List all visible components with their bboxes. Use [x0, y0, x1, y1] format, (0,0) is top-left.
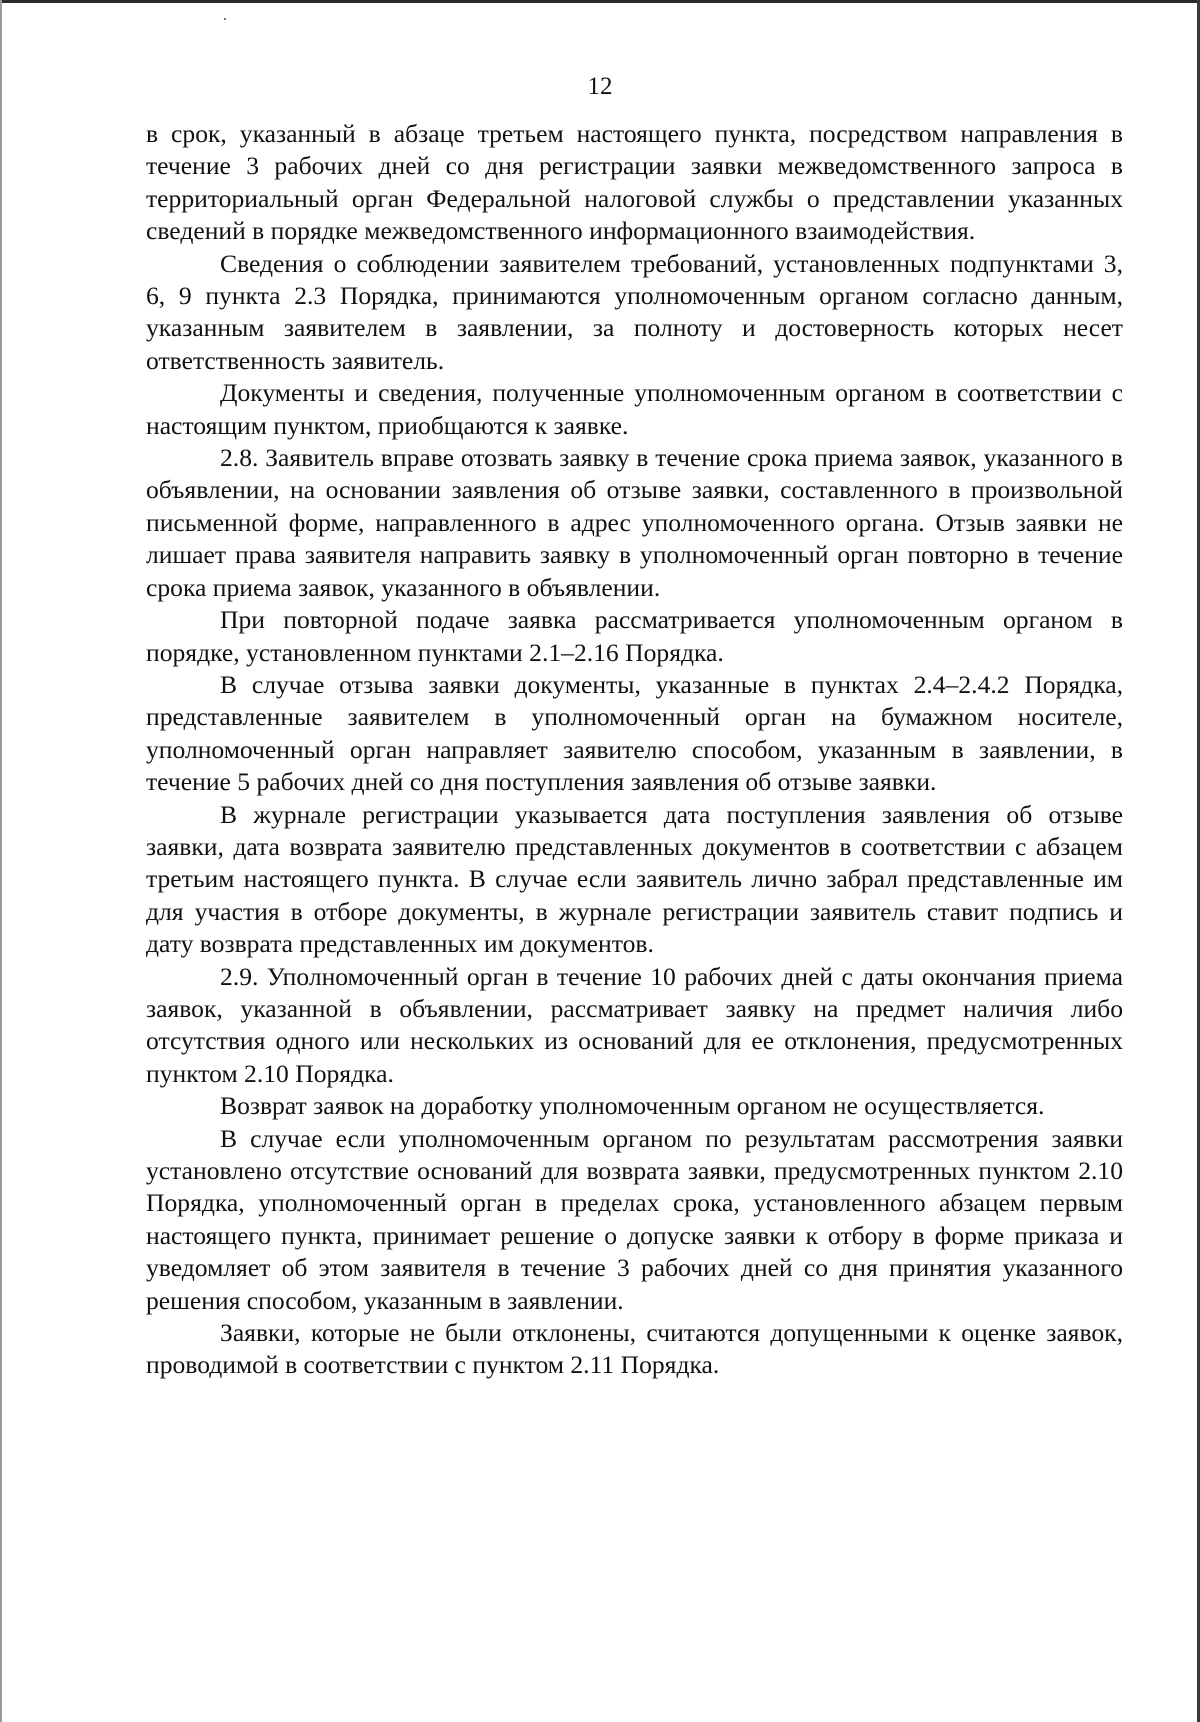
- document-body: [146, 118, 1123, 1382]
- scan-speck: [224, 18, 226, 20]
- paragraph-2: Сведения о соблюдении заявителем требований, установленных подпунктами 3, 6, 9 пункта 2.3 Порядка, принимаются уполномоченным органом согласно данным, указанным заявителем в заявлении, за полноту и достоверность которых несет ответственность заявитель.: [146, 248, 1123, 375]
- paragraph-9: Возврат заявок на доработку уполномоченным органом не осуществляется.: [220, 1091, 1045, 1121]
- paragraph-10: В случае если уполномоченным органом по результатам рассмотрения заявки установлено отсутствие оснований для возврата заявки, предусмотренных пунктом 2.10 Порядка, уполномоченный орган в пределах срока, установленного абзацем первым настоящего пункта, принимает решение о допуске заявки к отбору в форме приказа и уведомляет об этом заявителя в течение 3 рабочих дней со дня принятия указанного решения способом, указанным в заявлении.: [146, 1123, 1123, 1315]
- scan-edge-left: [0, 0, 2, 1722]
- paragraph-11: Заявки, которые не были отклонены, считаются допущенными к оценке заявок, проводимой в соответствии с пунктом 2.11 Порядка.: [146, 1318, 1123, 1380]
- scan-edge-top: [0, 0, 1200, 3]
- paragraph-8: 2.9. Уполномоченный орган в течение 10 рабочих дней с даты окончания приема заявок, указанной в объявлении, рассматривает заявку на предмет наличия либо отсутствия одного или нескольких из оснований для ее отклонения, предусмотренных пунктом 2.10 Порядка.: [146, 961, 1123, 1088]
- paragraph-1: в срок, указанный в абзаце третьем настоящего пункта, посредством направления в течение 3 рабочих дней со дня регистрации заявки межведомственного запроса в территориальный орган Федеральной налоговой службы о представлении указанных сведений в порядке межведомственного информационного взаимодействия.: [146, 119, 1123, 246]
- paragraph-7: В журнале регистрации указывается дата поступления заявления об отзыве заявки, дата возврата заявителю представленных документов в соответствии с абзацем третьим настоящего пункта. В случае если заявитель лично забрал представленные им для участия в отборе документы, в журнале регистрации заявитель ставит подпись и дату возврата представленных им документов.: [146, 799, 1123, 959]
- paragraph-3: Документы и сведения, полученные уполномоченным органом в соответствии с настоящим пунктом, приобщаются к заявке.: [146, 378, 1123, 440]
- page-number: 12: [587, 73, 613, 100]
- paragraph-5: При повторной подаче заявка рассматривается уполномоченным органом в порядке, установленном пунктами 2.1–2.16 Порядка.: [146, 605, 1123, 667]
- paragraph-6: В случае отзыва заявки документы, указанные в пунктах 2.4–2.4.2 Порядка, представленные заявителем в уполномоченный орган на бумажном носителе, уполномоченный орган направляет заявителю способом, указанным в заявлении, в течение 5 рабочих дней со дня поступления заявления об отзыве заявки.: [146, 669, 1123, 797]
- paragraph-4: 2.8. Заявитель вправе отозвать заявку в течение срока приема заявок, указанного в объявлении, на основании заявления об отзыве заявки, составленного в произвольной письменной форме, направленного в адрес уполномоченного органа. Отзыв заявки не лишает права заявителя направить заявку в уполномоченный орган повторно в течение срока приема заявок, указанного в объявлении.: [146, 443, 1123, 602]
